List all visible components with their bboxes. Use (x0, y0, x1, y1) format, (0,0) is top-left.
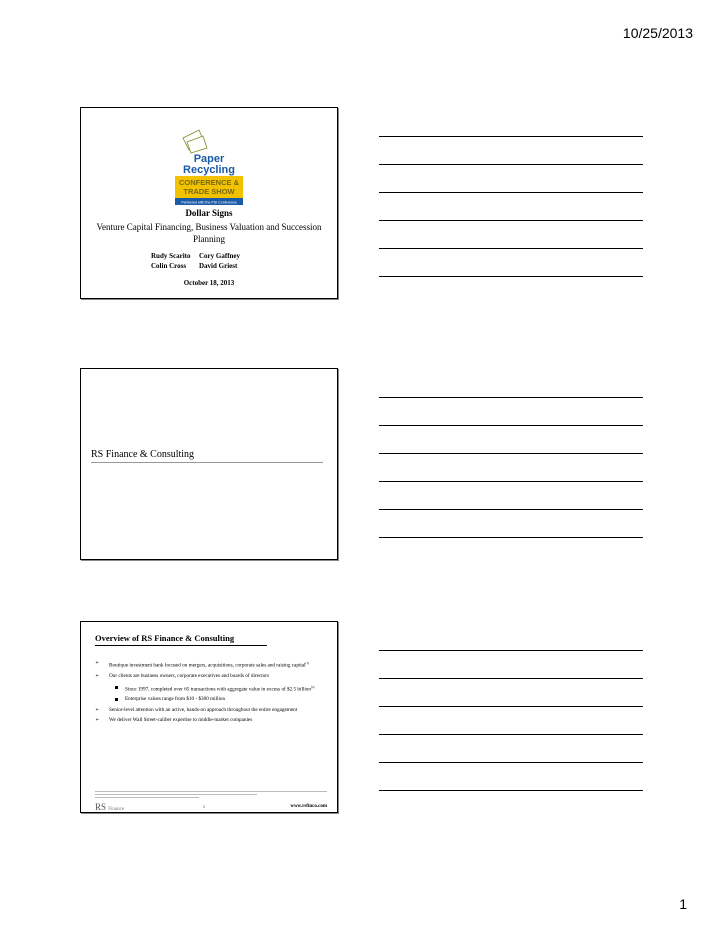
svg-text:Recycling: Recycling (183, 164, 235, 176)
svg-text:TRADE SHOW: TRADE SHOW (183, 187, 235, 196)
footnote-text (95, 791, 327, 800)
rs-finance-logo: RS Finance (95, 802, 125, 812)
bullet-item: ➢ Senior-level attention with an active, hands-on approach throughout the entire engagement (95, 705, 329, 715)
slide-title: Overview of RS Finance & Consulting (95, 633, 235, 643)
print-date: 10/25/2013 (622, 25, 693, 41)
website-url: www.rsfinco.com (290, 804, 327, 809)
slide-1 (80, 107, 338, 299)
slide-3 (80, 621, 338, 813)
title-rule (95, 645, 267, 646)
slide-subtitle: Venture Capital Financing, Business Valuation and Succession Planning (96, 222, 322, 244)
section-title: RS Finance & Consulting (91, 449, 195, 460)
bullet-item: ➢ Our clients are business owners, corporate executives and boards of directors (95, 671, 329, 681)
presentation-date: October 18, 2013 (183, 279, 235, 287)
page-number: 1 (679, 896, 687, 912)
presenter-name: David Griest (199, 262, 238, 270)
svg-text:CONFERENCE &: CONFERENCE & (178, 178, 240, 187)
svg-text:Paper: Paper (193, 153, 225, 165)
slide-title: Dollar Signs (185, 208, 233, 218)
slide-number: 3 (203, 805, 205, 809)
presenter-list (151, 251, 247, 271)
title-underline (91, 462, 323, 463)
svg-text:Partnered with the PSI Confere: Partnered with the PSI Conference (181, 200, 237, 205)
paper-recycling-logo (169, 128, 249, 206)
bullet-list (95, 658, 329, 725)
sub-bullet-item: Since 1997, completed over 65 transactions with aggregate value in excess of $2.5 billion$^{(2)}$ (95, 683, 329, 694)
bullet-item: ➢ Boutique investment bank focused on mergers, acquisitions, corporate sales and raising capital$^{(1)}$ (95, 658, 329, 671)
slide-2 (80, 368, 338, 560)
presenter-name: Rudy Scarito (151, 252, 191, 260)
sub-bullet-item: Enterprise values range from $10 - $300 million (95, 695, 329, 703)
bullet-item: ➢ We deliver Wall Street-caliber expertise to middle-market companies (95, 715, 329, 725)
presenter-name: Cory Gaffney (199, 252, 241, 260)
presenter-name: Colin Cross (151, 262, 187, 270)
